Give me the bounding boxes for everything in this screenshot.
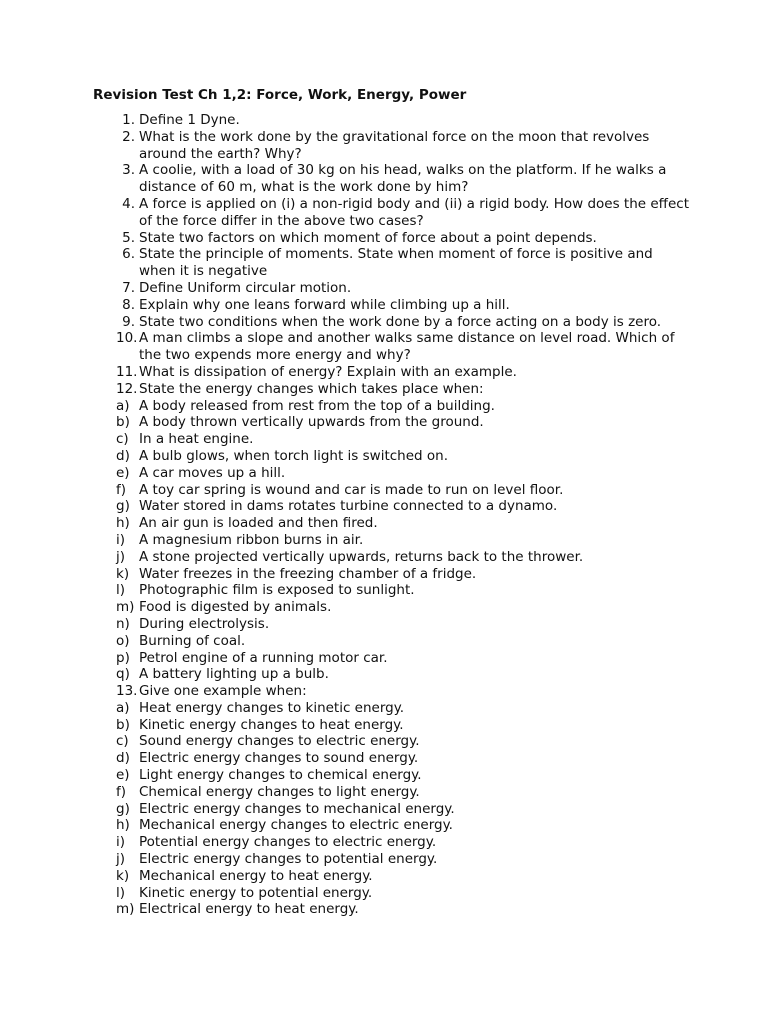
sub-item: [93, 733, 693, 750]
question-number: 5.: [122, 229, 135, 246]
sub-item-letter: n): [116, 615, 130, 632]
sub-item: [93, 398, 693, 415]
sub-item-letter: k): [116, 867, 130, 884]
sub-item: [93, 582, 693, 599]
sub-item-letter: q): [116, 666, 130, 683]
sub-item: [93, 498, 693, 515]
sub-item-letter: j): [116, 851, 126, 868]
sub-item-text: A car moves up a hill.: [139, 464, 286, 481]
sub-item: [93, 834, 693, 851]
sub-item: [93, 817, 693, 834]
question-number: 8.: [122, 296, 135, 313]
sub-item-text: Chemical energy changes to light energy.: [139, 783, 420, 800]
sub-item-text: Mechanical energy to heat energy.: [139, 867, 373, 884]
sub-item-text: An air gun is loaded and then fired.: [139, 515, 378, 532]
sub-item-text: Photographic film is exposed to sunlight.: [139, 582, 415, 599]
question-item: [93, 280, 693, 297]
question-text: State two conditions when the work done by a force acting on a body is zero.: [139, 313, 662, 330]
sub-item: [93, 767, 693, 784]
sub-item-letter: h): [116, 515, 130, 532]
sub-item-text: A stone projected vertically upwards, returns back to the thrower.: [139, 548, 584, 565]
question-number: 1.: [122, 112, 135, 128]
sub-item-letter: a): [116, 699, 130, 716]
sub-item: [93, 700, 693, 717]
question-text: Define Uniform circular motion.: [139, 279, 352, 296]
sub-item-text: Water freezes in the freezing chamber of a fridge.: [139, 565, 477, 582]
sub-item-letter: j): [116, 548, 126, 565]
sub-item-text: Electric energy changes to sound energy.: [139, 750, 419, 767]
question-item: [93, 112, 693, 129]
sub-item-letter: a): [116, 397, 130, 414]
sub-item: [93, 885, 693, 902]
question-item: [93, 364, 693, 381]
sub-item-letter: c): [116, 733, 129, 750]
sub-item: [93, 431, 693, 448]
question-number: 3.: [122, 162, 135, 179]
sub-item: [93, 566, 693, 583]
question-text: State the energy changes which takes place when:: [139, 380, 484, 397]
question-item: [93, 162, 693, 196]
sub-item-text: A toy car spring is wound and car is made to run on level floor.: [139, 481, 564, 498]
sub-item-text: Sound energy changes to electric energy.: [139, 733, 420, 750]
sub-item-text: A body released from rest from the top of a building.: [139, 397, 495, 414]
question-number: 6.: [122, 246, 135, 263]
sub-item-letter: o): [116, 632, 130, 649]
sub-item: [93, 599, 693, 616]
sub-item: [93, 801, 693, 818]
question-number: 2.: [122, 128, 135, 145]
question-item: [93, 246, 693, 280]
question-item: [93, 381, 693, 398]
question-text: A man climbs a slope and another walks same distance on level road. Which of the two expends more energy and why?: [139, 330, 675, 364]
sub-item-text: Kinetic energy to potential energy.: [139, 884, 373, 901]
sub-item-text: A magnesium ribbon burns in air.: [139, 531, 364, 548]
sub-item-text: A body thrown vertically upwards from the ground.: [139, 414, 484, 431]
sub-item: [93, 784, 693, 801]
sub-item-letter: l): [116, 884, 126, 901]
sub-item: [93, 750, 693, 767]
sub-item: [93, 666, 693, 683]
sub-item-text: Water stored in dams rotates turbine connected to a dynamo.: [139, 498, 558, 515]
sub-item-text: Electrical energy to heat energy.: [139, 901, 359, 918]
question-text: What is the work done by the gravitational force on the moon that revolves around the earth? Why?: [139, 128, 650, 162]
question-item: [93, 683, 693, 700]
sub-item-letter: g): [116, 498, 130, 515]
question-item: [93, 330, 693, 364]
sub-item-letter: e): [116, 767, 130, 784]
sub-item-text: Burning of coal.: [139, 632, 246, 649]
document-title: Revision Test Ch 1,2: Force, Work, Energy, Power: [93, 87, 467, 103]
sub-item: [93, 532, 693, 549]
sub-item: [93, 414, 693, 431]
sub-item-text: A battery lighting up a bulb.: [139, 666, 329, 683]
sub-item-text: A bulb glows, when torch light is switched on.: [139, 447, 448, 464]
question-number: 9.: [122, 313, 135, 330]
sub-item: [93, 465, 693, 482]
question-text: A force is applied on (i) a non-rigid body and (ii) a rigid body. How does the effect of the force differ in the above two cases?: [139, 195, 689, 229]
sub-item: [93, 482, 693, 499]
sub-item: [93, 868, 693, 885]
sub-item-text: Heat energy changes to kinetic energy.: [139, 699, 405, 716]
question-text: State two factors on which moment of force about a point depends.: [139, 229, 597, 246]
sub-item-letter: b): [116, 414, 130, 431]
sub-item-letter: d): [116, 750, 130, 767]
question-number: 7.: [122, 279, 135, 296]
sub-item: [93, 901, 693, 918]
question-text: Give one example when:: [139, 683, 307, 700]
sub-item-letter: d): [116, 447, 130, 464]
sub-item-text: Kinetic energy changes to heat energy.: [139, 716, 404, 733]
sub-item-letter: m): [116, 901, 135, 918]
question-text: Explain why one leans forward while climbing up a hill.: [139, 296, 510, 313]
sub-item: [93, 549, 693, 566]
sub-item-letter: m): [116, 599, 135, 616]
sub-item: [93, 515, 693, 532]
sub-item-text: Potential energy changes to electric energy.: [139, 834, 437, 851]
sub-item-text: Petrol engine of a running motor car.: [139, 649, 388, 666]
question-text: What is dissipation of energy? Explain with an example.: [139, 363, 517, 380]
sub-item-letter: f): [116, 481, 127, 498]
sub-item-text: Electric energy changes to potential energy.: [139, 851, 438, 868]
question-number: 12.: [116, 380, 138, 397]
question-number: 10.: [116, 330, 138, 347]
sub-item-text: In a heat engine.: [139, 431, 254, 448]
question-item: [93, 230, 693, 247]
sub-item-text: Mechanical energy changes to electric energy.: [139, 817, 453, 834]
sub-item-letter: p): [116, 649, 130, 666]
sub-item-letter: b): [116, 716, 130, 733]
sub-item: [93, 650, 693, 667]
sub-item-letter: f): [116, 783, 127, 800]
question-item: [93, 314, 693, 331]
question-number: 4.: [122, 195, 135, 212]
sub-item: [93, 633, 693, 650]
question-item: [93, 297, 693, 314]
sub-item-text: Food is digested by animals.: [139, 599, 332, 616]
sub-item-letter: i): [116, 834, 126, 851]
question-number: 11.: [116, 363, 138, 380]
sub-item-letter: g): [116, 800, 130, 817]
question-number: 13.: [116, 683, 138, 700]
sub-item: [93, 851, 693, 868]
sub-item-letter: i): [116, 531, 126, 548]
sub-item: [93, 717, 693, 734]
question-text: Define 1 Dyne.: [139, 112, 240, 128]
question-item: [93, 196, 693, 230]
question-text: State the principle of moments. State when moment of force is positive and when it is negative: [139, 246, 653, 280]
sub-item-text: Electric energy changes to mechanical energy.: [139, 800, 455, 817]
sub-item-letter: e): [116, 464, 130, 481]
sub-item-text: During electrolysis.: [139, 615, 270, 632]
sub-item-letter: l): [116, 582, 126, 599]
sub-item: [93, 448, 693, 465]
sub-item: [93, 616, 693, 633]
sub-item-letter: h): [116, 817, 130, 834]
question-list: [93, 112, 693, 918]
sub-item-letter: c): [116, 431, 129, 448]
question-item: [93, 129, 693, 163]
sub-item-text: Light energy changes to chemical energy.: [139, 767, 422, 784]
question-text: A coolie, with a load of 30 kg on his head, walks on the platform. If he walks a distance of 60 m, what is the work done by him?: [139, 162, 667, 196]
sub-item-letter: k): [116, 565, 130, 582]
